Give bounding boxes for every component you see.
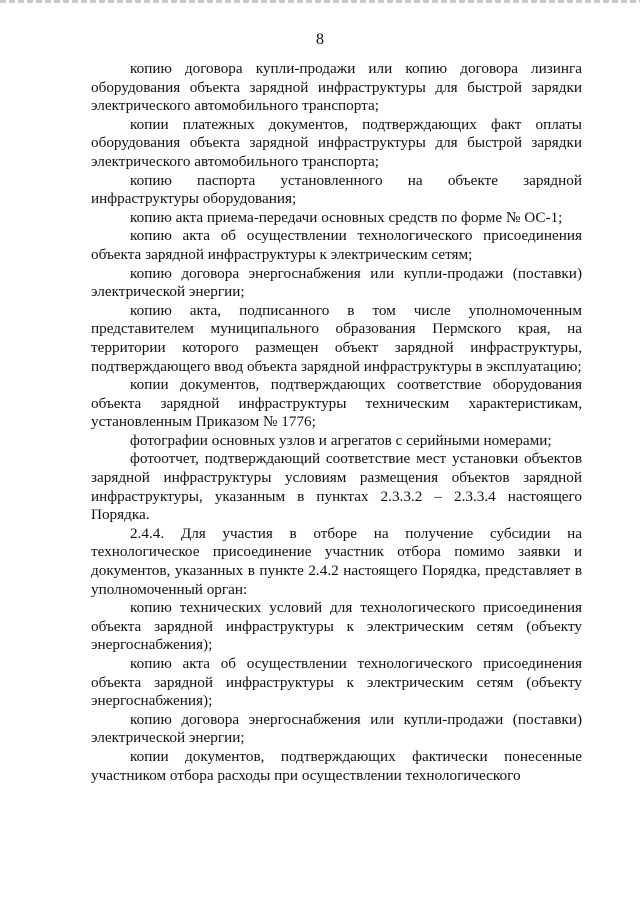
document-paragraph: копии документов, подтверждающих фактически понесенные участником отбора расходы при осуществлении технологического bbox=[91, 747, 582, 784]
section-paragraph-2-4-4: 2.4.4. Для участия в отборе на получение субсидии на технологическое присоединение участник отбора помимо заявки и документов, указанных в пункте 2.4.2 настоящего Порядка, представляет в уполномоченный орган: bbox=[91, 524, 582, 598]
document-paragraph: копию акта, подписанного в том числе уполномоченным представителем муниципального образования Пермского края, на территории которого размещен объект зарядной инфраструктуры, подтверждающего ввод объекта зарядной инфраструктуры в эксплуатацию; bbox=[91, 301, 582, 375]
document-paragraph: копию технических условий для технологического присоединения объекта зарядной инфраструктуры к электрическим сетям (объекту энергоснабжения); bbox=[91, 599, 582, 654]
document-paragraph: копию акта об осуществлении технологического присоединения объекта зарядной инфраструктуры к электрическим сетям (объекту энергоснабжения); bbox=[91, 655, 582, 710]
document-paragraph: фотоотчет, подтверждающий соответствие мест установки объектов зарядной инфраструктуры условиям размещения объектов зарядной инфраструктуры, указанным в пунктах 2.3.3.2 – 2.3.3.4 настоящего Порядка. bbox=[91, 450, 582, 524]
document-paragraph: копию паспорта установленного на объекте зарядной инфраструктуры оборудования; bbox=[91, 171, 582, 208]
document-paragraph: копию акта об осуществлении технологического присоединения объекта зарядной инфраструктуры к электрическим сетям; bbox=[91, 227, 582, 263]
document-paragraph: копии платежных документов, подтверждающих факт оплаты оборудования объекта зарядной инфраструктуры для быстрой зарядки электрического автомобильного транспорта; bbox=[91, 115, 582, 170]
document-paragraph: копии документов, подтверждающих соответствие оборудования объекта зарядной инфраструктуры техническим характеристикам, установленным Приказом № 1776; bbox=[91, 376, 582, 431]
document-paragraph: копию договора энергоснабжения или купли-продажи (поставки) электрической энергии; bbox=[91, 710, 582, 747]
document-paragraph: копию договора купли-продажи или копию договора лизинга оборудования объекта зарядной инфраструктуры для быстрой зарядки электрического автомобильного транспорта; bbox=[91, 60, 582, 115]
document-paragraph: копию акта приема-передачи основных средств по форме № ОС-1; bbox=[130, 208, 563, 226]
document-paragraph: копию договора энергоснабжения или купли-продажи (поставки) электрической энергии; bbox=[91, 264, 582, 301]
page-number: 8 bbox=[316, 31, 324, 48]
page-top-edge bbox=[0, 0, 640, 3]
document-paragraph: фотографии основных узлов и агрегатов с серийными номерами; bbox=[130, 431, 552, 449]
document-body bbox=[91, 60, 582, 785]
